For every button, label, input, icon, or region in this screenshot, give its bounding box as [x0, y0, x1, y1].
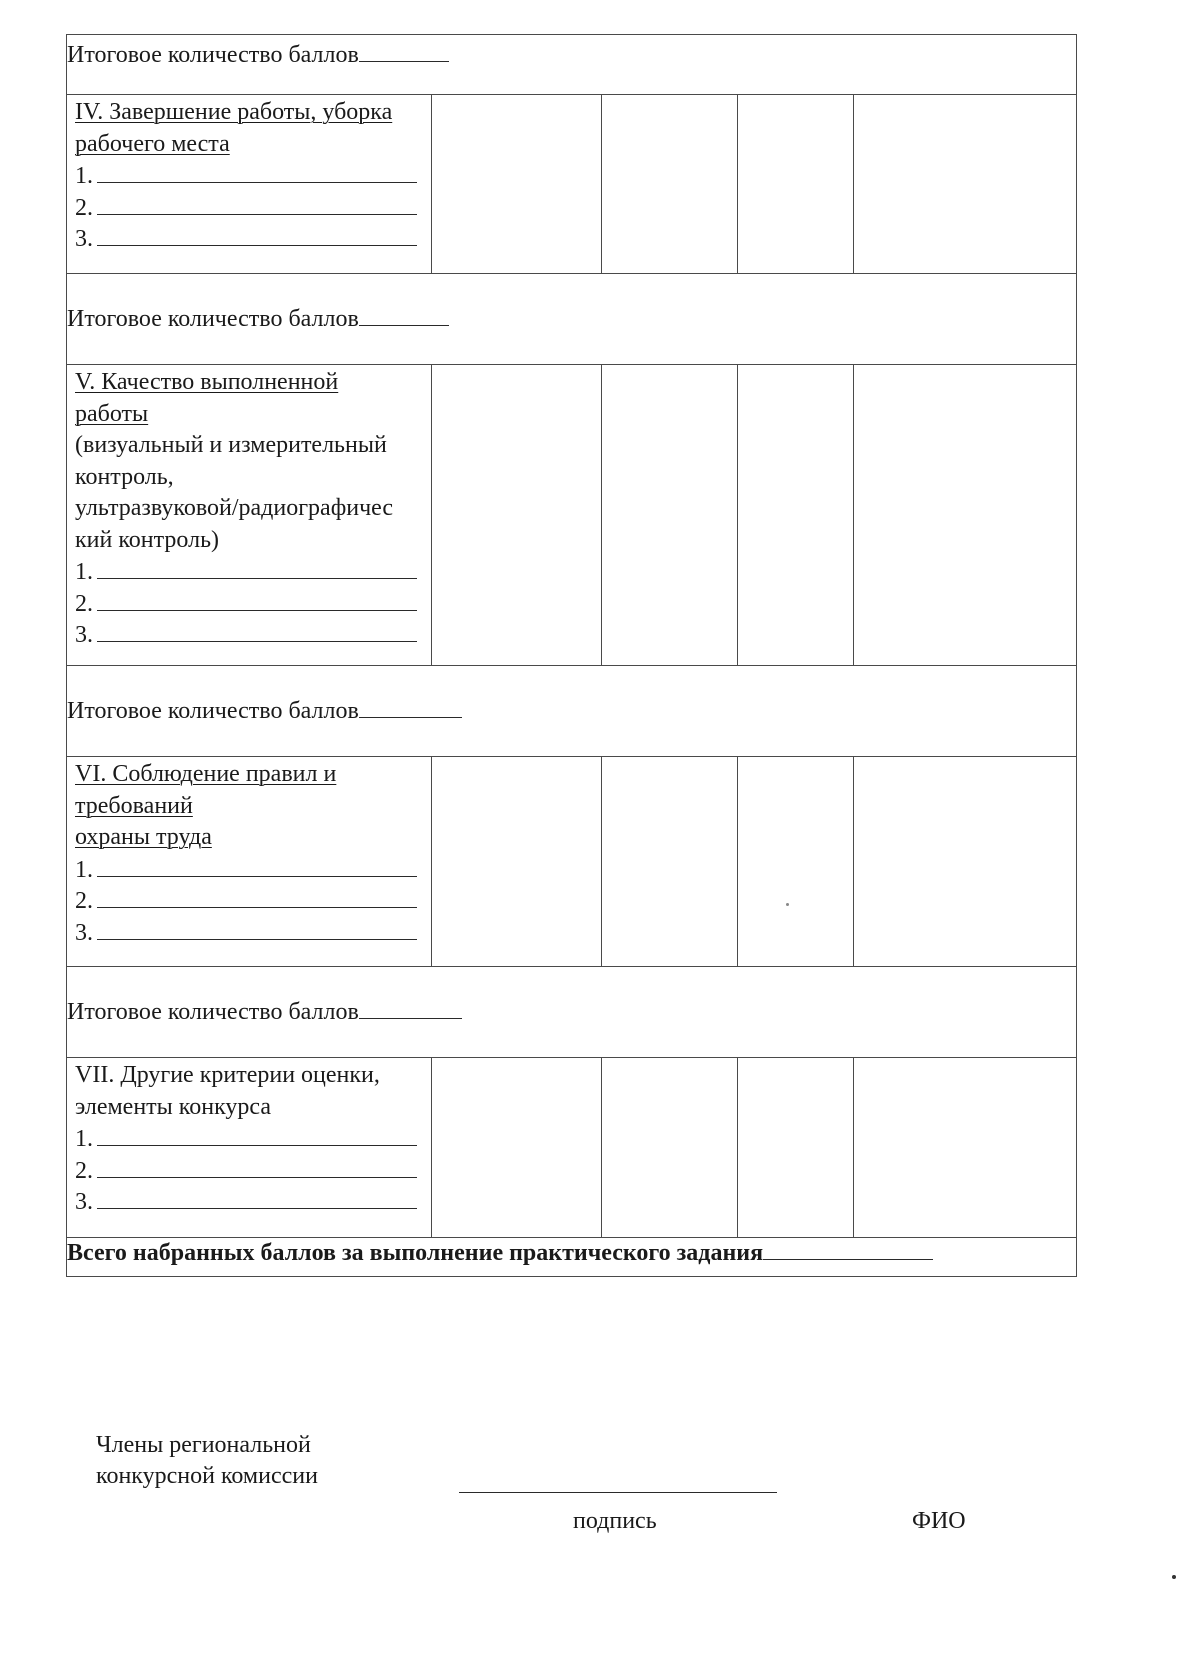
- score-cell[interactable]: [432, 95, 602, 274]
- criterion-note-line: кий контроль): [75, 526, 220, 553]
- criterion-title-line: требований: [75, 792, 193, 819]
- criterion-note-line: ультразвуковой/радиографичес: [75, 495, 394, 521]
- score-cell[interactable]: [602, 1058, 738, 1238]
- score-cell[interactable]: [602, 365, 738, 666]
- score-cell[interactable]: [432, 365, 602, 666]
- total-score-row: [67, 967, 1077, 1058]
- score-cell[interactable]: [738, 1058, 854, 1238]
- criterion-note-line: (визуальный и измерительный: [75, 432, 387, 458]
- commission-line: Члены региональной: [96, 1432, 311, 1458]
- criterion-item-1: 1.: [75, 160, 423, 192]
- criterion-title-line: IV. Завершение работы, уборка: [75, 99, 393, 125]
- grand-total-label: Всего набранных баллов за выполнение практического задания: [67, 1240, 764, 1266]
- score-cell[interactable]: [602, 95, 738, 274]
- criterion-cell: [67, 95, 432, 274]
- score-cell[interactable]: [432, 757, 602, 967]
- criterion-item-2: 2.: [75, 192, 423, 224]
- criterion-title-line: VII. Другие критерии оценки,: [75, 1062, 380, 1088]
- commission-line: конкурсной комиссии: [96, 1463, 318, 1489]
- criterion-title-line: охраны труда: [75, 824, 212, 850]
- total-score-label: Итоговое количество баллов: [67, 697, 359, 724]
- total-score-blank: [359, 303, 449, 326]
- signature-label: подпись: [573, 1508, 657, 1534]
- total-score-blank: [359, 996, 462, 1019]
- score-cell[interactable]: [854, 1058, 1077, 1238]
- total-score-blank: [359, 695, 462, 718]
- total-score-label: Итоговое количество баллов: [67, 42, 359, 68]
- total-score-label: Итоговое количество баллов: [67, 998, 359, 1025]
- criterion-title-line: V. Качество выполненной: [75, 369, 339, 395]
- criterion-title-line: элементы конкурса: [75, 1093, 271, 1120]
- criterion-row-iv: [67, 95, 1077, 274]
- score-cell[interactable]: [432, 1058, 602, 1238]
- criterion-item-3: 3.: [75, 223, 423, 255]
- criterion-item-2: 2.: [75, 885, 423, 917]
- criterion-item-2: 2.: [75, 588, 423, 620]
- criterion-item-2: 2.: [75, 1155, 423, 1187]
- score-cell[interactable]: [738, 365, 854, 666]
- criterion-cell: [67, 1058, 432, 1238]
- criterion-item-3: 3.: [75, 1186, 423, 1218]
- commission-label: [96, 1430, 318, 1492]
- name-label: ФИО: [912, 1508, 966, 1534]
- signature-line[interactable]: [459, 1492, 777, 1493]
- criterion-row-vi: [67, 757, 1077, 967]
- score-cell[interactable]: [854, 757, 1077, 967]
- criterion-note-line: контроль,: [75, 463, 174, 490]
- criterion-item-1: 1.: [75, 854, 423, 886]
- criterion-cell: [67, 757, 432, 967]
- score-cell[interactable]: [602, 757, 738, 967]
- criterion-title-line: рабочего места: [75, 130, 230, 157]
- total-score-row: [67, 274, 1077, 365]
- criterion-item-1: 1.: [75, 1123, 423, 1155]
- grand-total-blank: [763, 1239, 933, 1260]
- score-cell[interactable]: [854, 365, 1077, 666]
- criterion-row-vii: [67, 1058, 1077, 1238]
- criterion-row-v: [67, 365, 1077, 666]
- scan-speck: [786, 903, 789, 906]
- total-score-row: [67, 666, 1077, 757]
- criterion-cell: [67, 365, 432, 666]
- criterion-item-3: 3.: [75, 917, 423, 949]
- score-cell[interactable]: [738, 95, 854, 274]
- scan-speck: [1172, 1575, 1176, 1579]
- total-score-row: [67, 35, 1077, 95]
- criterion-title-line: работы: [75, 400, 149, 427]
- evaluation-form-table: [66, 34, 1077, 1277]
- score-cell[interactable]: [738, 757, 854, 967]
- score-cell[interactable]: [854, 95, 1077, 274]
- criterion-item-1: 1.: [75, 556, 423, 588]
- criterion-title-line: VI. Соблюдение правил и: [75, 761, 337, 787]
- total-score-blank: [359, 39, 449, 62]
- grand-total-row: [67, 1238, 1077, 1277]
- total-score-label: Итоговое количество баллов: [67, 305, 359, 332]
- criterion-item-3: 3.: [75, 619, 423, 651]
